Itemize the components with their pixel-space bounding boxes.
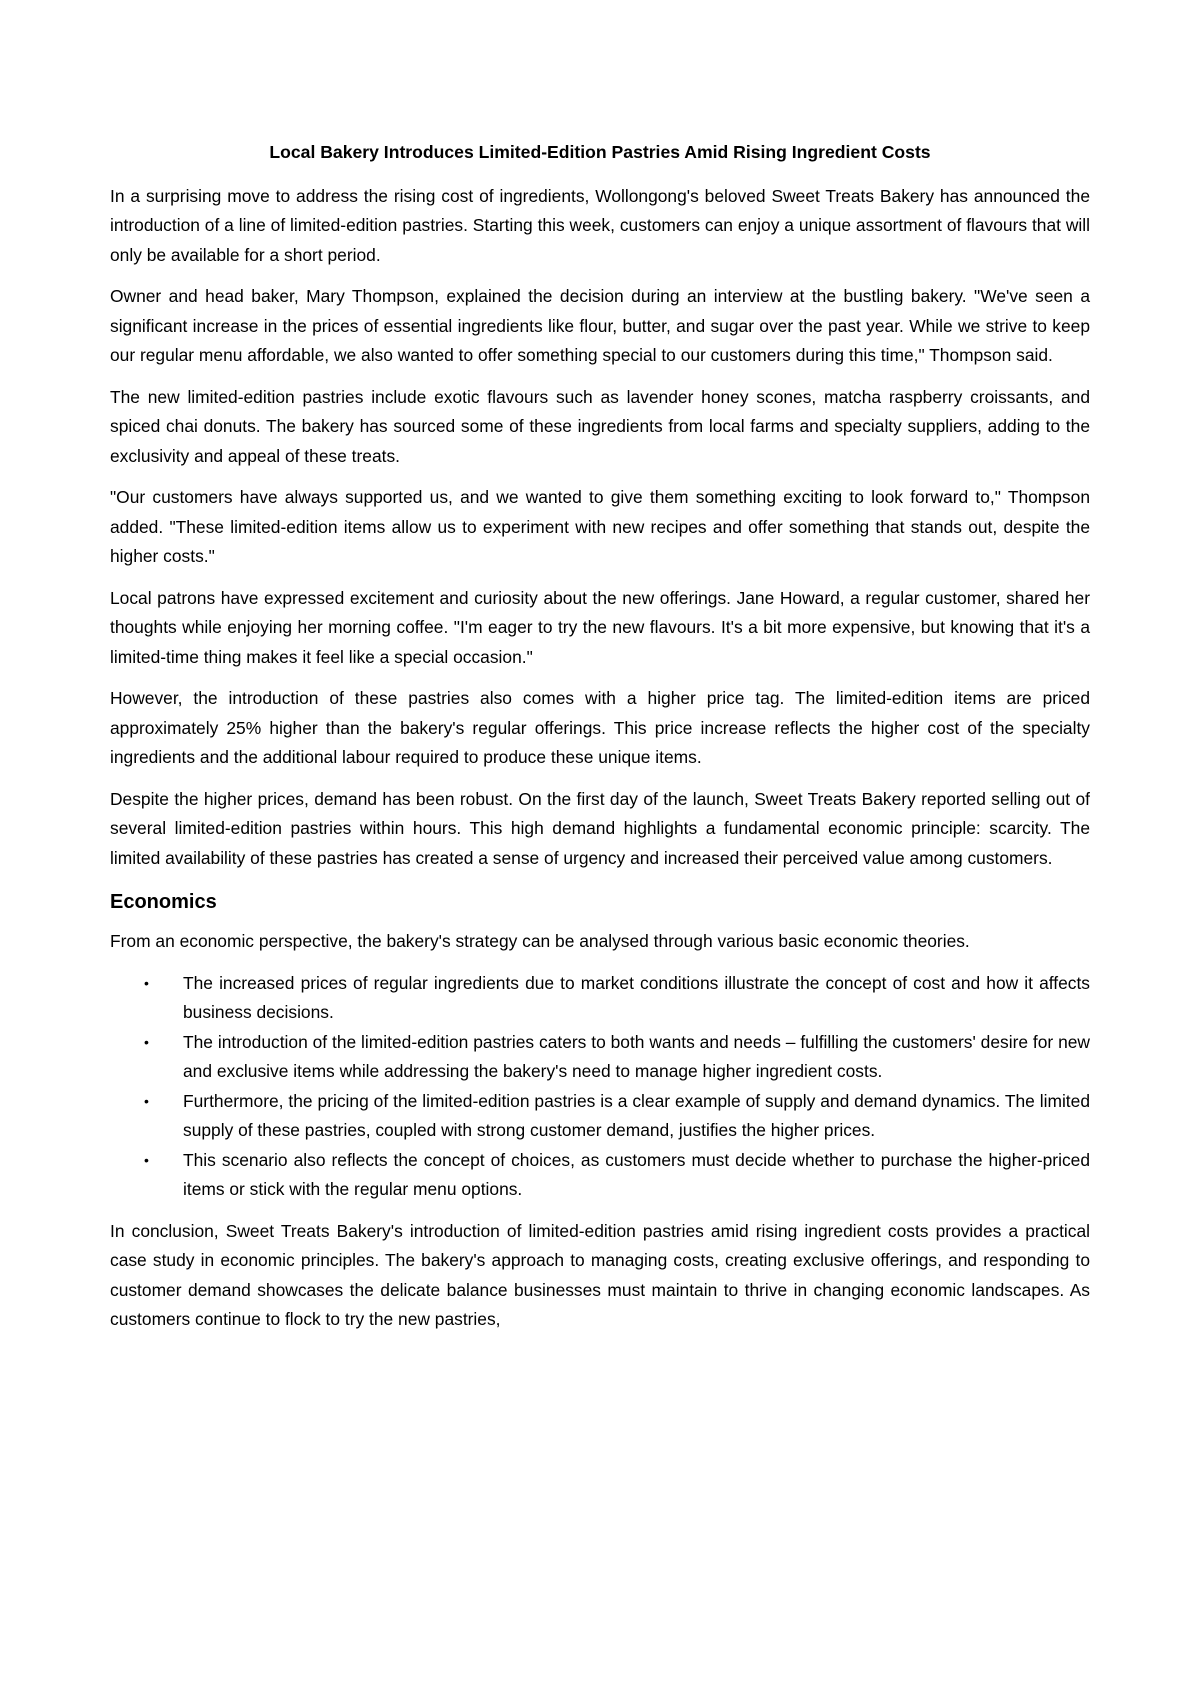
bullet-icon: • <box>144 1092 149 1109</box>
document-page <box>110 138 1090 1347</box>
paragraph-economics-intro: From an economic perspective, the bakery's strategy can be analysed through various basic economic theories. <box>110 931 970 951</box>
economics-bullet-list <box>110 969 1090 1205</box>
list-item <box>110 969 1090 1028</box>
list-item-text: Furthermore, the pricing of the limited-edition pastries is a clear example of supply and demand dynamics. The limited supply of these pastries, coupled with strong customer demand, justifies the higher prices. <box>183 1090 1090 1140</box>
paragraph-customer-support-quote: "Our customers have always supported us, and we wanted to give them something exciting to look forward to," Thompson added. "These limited-edition items allow us to experiment with new recipes and offer something that stands out, despite the higher costs." <box>110 487 1090 566</box>
list-item-text: This scenario also reflects the concept of choices, as customers must decide whether to purchase the higher-priced items or stick with the regular menu options. <box>183 1149 1090 1199</box>
bullet-icon: • <box>144 1033 149 1050</box>
paragraph-patron-reaction: Local patrons have expressed excitement and curiosity about the new offerings. Jane Howard, a regular customer, shared her thoughts while enjoying her morning coffee. "I'm eager to try the new flavours. It's a bit more expensive, but knowing that it's a limited-time thing makes it feel like a special occasion." <box>110 587 1090 667</box>
paragraph-new-flavours: The new limited-edition pastries include exotic flavours such as lavender honey scones, matcha raspberry croissants, and spiced chai donuts. The bakery has sourced some of these ingredients from local farms and specialty suppliers, adding to the exclusivity and appeal of these treats. <box>110 386 1090 466</box>
section-heading-economics: Economics <box>110 891 217 913</box>
paragraph-conclusion: In conclusion, Sweet Treats Bakery's introduction of limited-edition pastries amid rising ingredient costs provides a practical case study in economic principles. The bakery's approach to managing costs, creating exclusive offerings, and responding to customer demand showcases the delicate balance businesses must maintain to thrive in changing economic landscapes. As customers continue to flock to try the new pastries, <box>110 1220 1090 1329</box>
list-item-text: The introduction of the limited-edition pastries caters to both wants and needs – fulfilling the customers' desire for new and exclusive items while addressing the bakery's need to manage higher ingredient costs. <box>183 1031 1090 1081</box>
bullet-icon: • <box>144 974 149 991</box>
paragraph-intro: In a surprising move to address the rising cost of ingredients, Wollongong's beloved Sweet Treats Bakery has announced the introduction of a line of limited-edition pastries. Starting this week, customers can enjoy a unique assortment of flavours that will only be available for a short period. <box>110 185 1090 265</box>
paragraph-demand: Despite the higher prices, demand has been robust. On the first day of the launch, Sweet Treats Bakery reported selling out of several limited-edition pastries within hours. This high demand highlights a fundamental economic principle: scarcity. The limited availability of these pastries has created a sense of urgency and increased their perceived value among customers. <box>110 788 1090 868</box>
paragraph-price-tag: However, the introduction of these pastries also comes with a higher price tag. The limited-edition items are priced approximately 25% higher than the bakery's regular offerings. This price increase reflects the higher cost of the specialty ingredients and the additional labour required to produce these unique items. <box>110 688 1090 767</box>
list-item <box>110 1146 1090 1205</box>
document-title: Local Bakery Introduces Limited-Edition Pastries Amid Rising Ingredient Costs <box>269 142 931 162</box>
list-item-text: The increased prices of regular ingredients due to market conditions illustrate the concept of cost and how it affects business decisions. <box>183 972 1090 1022</box>
paragraph-owner-quote: Owner and head baker, Mary Thompson, explained the decision during an interview at the bustling bakery. "We've seen a significant increase in the prices of essential ingredients like flour, butter, and sugar over the past year. While we strive to keep our regular menu affordable, we also wanted to offer something special to our customers during this time," Thompson said. <box>110 286 1090 365</box>
bullet-icon: • <box>144 1151 149 1168</box>
list-item <box>110 1087 1090 1146</box>
list-item <box>110 1028 1090 1087</box>
